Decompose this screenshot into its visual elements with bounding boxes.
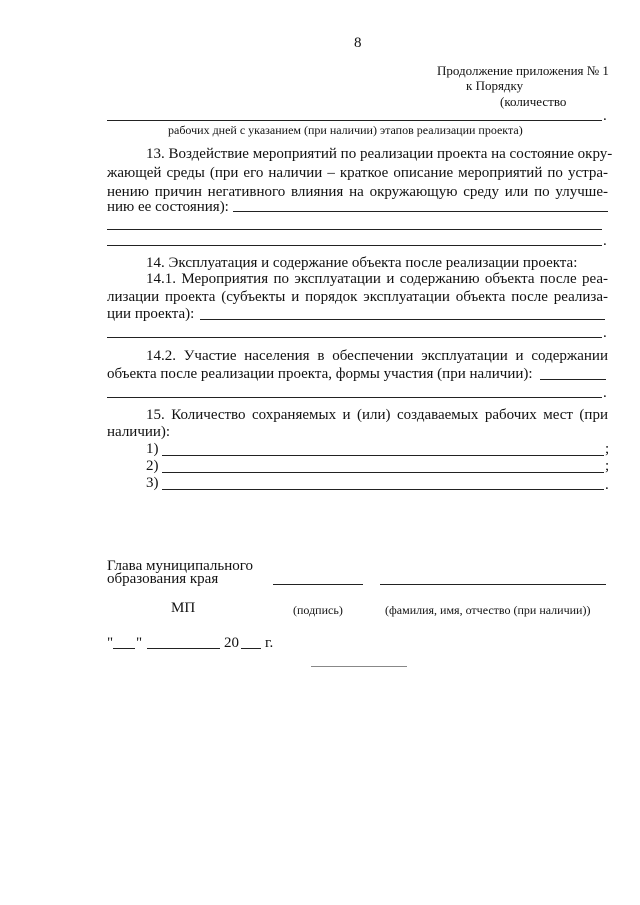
item15-entry-2-number: 2): [146, 458, 159, 474]
item14-1-line-2: лизации проекта (субъекты и порядок эксплуатации объекта после реализа-: [107, 289, 608, 305]
item13-end-mark: .: [603, 233, 607, 249]
item15-line-1: 15. Количество сохраняемых и (или) создаваемых рабочих мест (при: [146, 407, 608, 423]
header-line-3: (количество: [500, 94, 567, 109]
item14-1-line-3: ции проекта):: [107, 306, 195, 322]
closing-separator: [311, 666, 407, 667]
period-blank-line: [107, 120, 602, 121]
stamp-label: МП: [171, 600, 196, 616]
item14-1-end-mark: .: [603, 325, 607, 341]
page-number: 8: [354, 35, 362, 51]
item15-line-2: наличии):: [107, 424, 171, 440]
item13-blank-line-2[interactable]: [107, 229, 602, 230]
signature-role-line-2: образования края: [107, 571, 219, 587]
item15-entry-2-end-mark: ;: [605, 458, 610, 474]
header-line-1: Продолжение приложения № 1: [437, 63, 609, 78]
signature-role-line-1: Глава муниципального: [107, 558, 254, 574]
item15-entry-3-blank-line[interactable]: [162, 489, 604, 490]
date-year-prefix: 20: [224, 635, 239, 651]
item15-entry-1-number: 1): [146, 441, 159, 457]
signature-name-line[interactable]: [380, 584, 606, 585]
item14-1-line-1: 14.1. Мероприятия по эксплуатации и содержанию объекта после реа-: [146, 271, 608, 287]
date-year-suffix: г.: [265, 635, 274, 651]
item15-entry-3-number: 3): [146, 475, 159, 491]
item14-2-line-1: 14.2. Участие населения в обеспечении эксплуатации и содержании: [146, 348, 608, 364]
item13-blank-line-1[interactable]: [233, 211, 608, 212]
item14-title: 14. Эксплуатация и содержание объекта после реализации проекта:: [146, 255, 578, 271]
item13-line-4: нию ее состояния):: [107, 199, 229, 215]
item14-2-blank-line-1[interactable]: [540, 379, 606, 380]
item14-1-blank-line-2[interactable]: [107, 337, 602, 338]
name-caption: (фамилия, имя, отчество (при наличии)): [385, 603, 591, 617]
signature-sign-line[interactable]: [273, 584, 363, 585]
period-caption: рабочих дней с указанием (при наличии) этапов реализации проекта): [168, 123, 523, 137]
item14-1-blank-line-1[interactable]: [200, 319, 605, 320]
item15-entry-1-end-mark: ;: [605, 441, 610, 457]
item14-2-end-mark: .: [603, 385, 607, 401]
item13-blank-line-3[interactable]: [107, 245, 602, 246]
item13-line-2: жающей среды (при его наличии – краткое описание мероприятий по устра-: [107, 165, 608, 181]
sign-caption: (подпись): [293, 603, 343, 617]
item15-entry-1-blank-line[interactable]: [162, 455, 604, 456]
item14-2-line-2: объекта после реализации проекта, формы участия (при наличии):: [107, 366, 533, 382]
item14-2-blank-line-2[interactable]: [107, 397, 602, 398]
date-year-line[interactable]: [241, 648, 261, 649]
item13-line-1: 13. Воздействие мероприятий по реализации проекта на состояние окру-: [146, 146, 613, 162]
period-end-mark: .: [603, 108, 607, 124]
date-close-quote: ": [136, 635, 143, 651]
date-open-quote: ": [107, 635, 114, 651]
header-line-2: к Порядку: [466, 78, 524, 93]
date-day-line[interactable]: [113, 648, 135, 649]
date-month-line[interactable]: [147, 648, 220, 649]
item15-entry-2-blank-line[interactable]: [162, 472, 604, 473]
item15-entry-3-end-mark: .: [605, 477, 609, 493]
item13-line-3: нению причин негативного влияния на окружающую среду или по улучше-: [107, 184, 608, 200]
